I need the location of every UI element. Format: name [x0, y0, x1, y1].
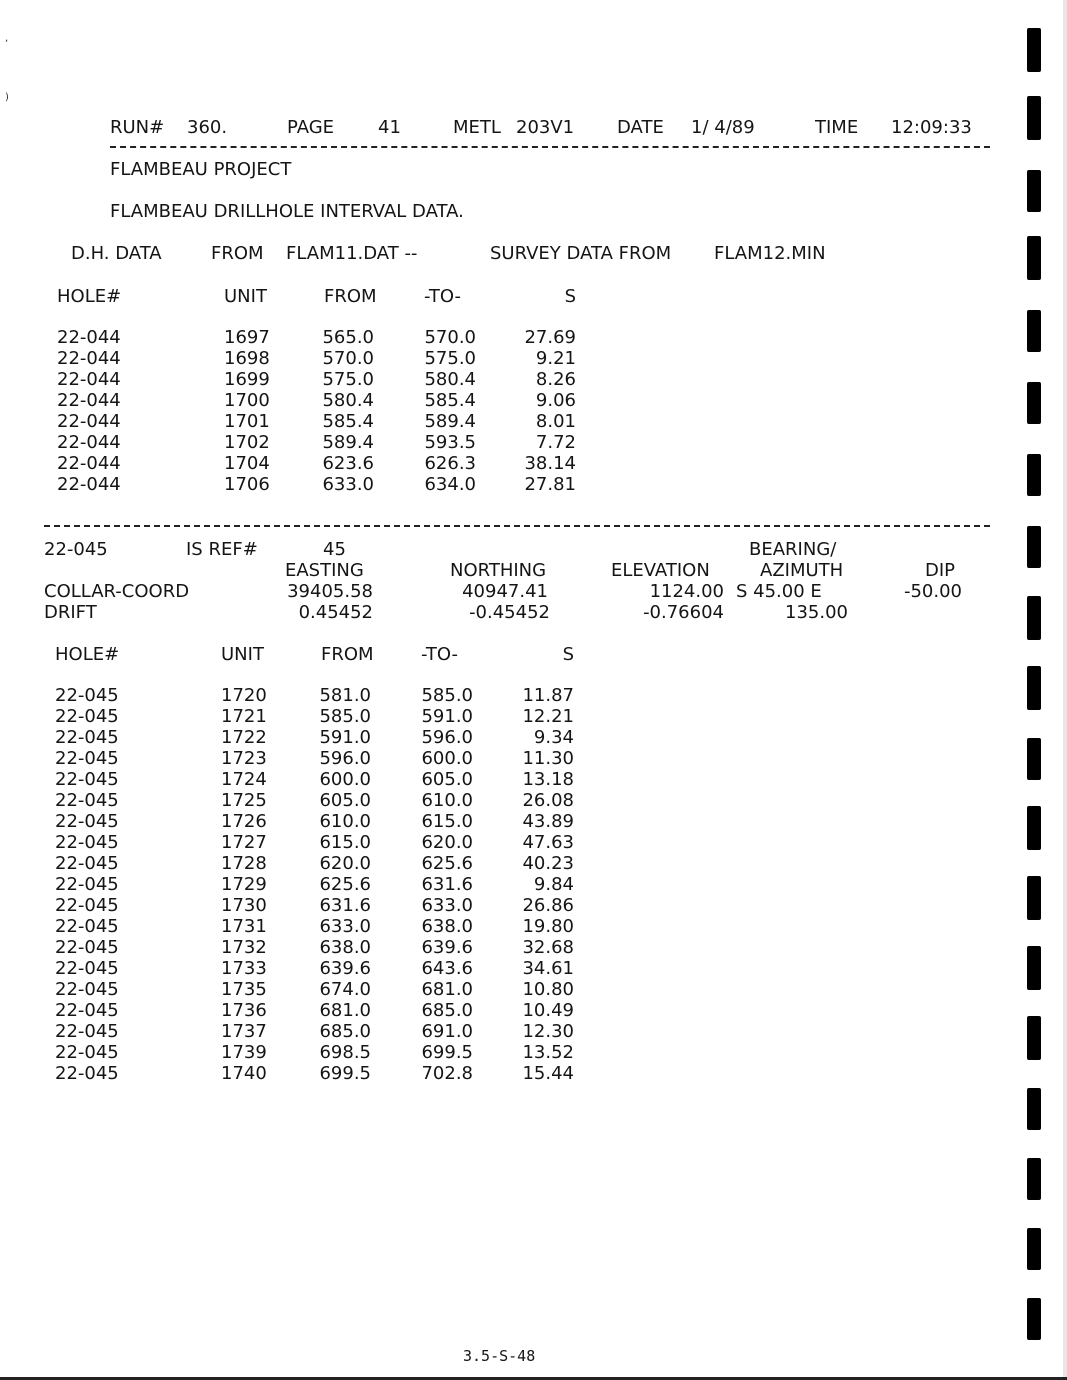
unit-cell: 1702: [224, 432, 270, 453]
s-cell: 27.81: [524, 474, 576, 495]
unit-cell: 1698: [224, 348, 270, 369]
from-cell: 600.0: [319, 769, 371, 790]
to-cell: 691.0: [421, 1021, 473, 1042]
s-cell: 12.30: [522, 1021, 574, 1042]
to-cell: 600.0: [421, 748, 473, 769]
registration-mark: [1027, 666, 1041, 710]
s-cell: 15.44: [522, 1063, 574, 1084]
unit-cell: 1727: [221, 832, 267, 853]
registration-mark: [1027, 946, 1041, 990]
from-cell: 585.4: [322, 411, 374, 432]
unit-cell: 1739: [221, 1042, 267, 1063]
to-cell: 643.6: [421, 958, 473, 979]
unit-cell: 1704: [224, 453, 270, 474]
to-cell: 570.0: [424, 327, 476, 348]
drift-azimuth: 135.00: [785, 602, 848, 623]
s-cell: 13.18: [522, 769, 574, 790]
unit-cell: 1731: [221, 916, 267, 937]
unit-cell: 1725: [221, 790, 267, 811]
registration-mark: [1027, 1016, 1041, 1060]
registration-mark: [1027, 596, 1041, 640]
col-hole: HOLE#: [57, 286, 122, 307]
scan-speck: ): [5, 92, 9, 103]
hole-cell: 22-045: [55, 1021, 119, 1042]
scan-speck: ,: [5, 33, 9, 44]
hole-cell: 22-044: [57, 432, 121, 453]
hole-cell: 22-045: [55, 727, 119, 748]
to-cell: 634.0: [424, 474, 476, 495]
from-cell: 565.0: [322, 327, 374, 348]
section-divider: [44, 525, 990, 527]
elevation-label: ELEVATION: [611, 560, 710, 581]
s-cell: 7.72: [535, 432, 576, 453]
s-cell: 43.89: [522, 811, 574, 832]
s-cell: 34.61: [522, 958, 574, 979]
unit-cell: 1723: [221, 748, 267, 769]
registration-mark: [1027, 806, 1041, 850]
hole-cell: 22-044: [57, 453, 121, 474]
s-cell: 9.06: [535, 390, 576, 411]
s-cell: 38.14: [524, 453, 576, 474]
registration-mark: [1027, 876, 1041, 920]
dh-data-label: D.H. DATA: [71, 243, 162, 264]
easting-label: EASTING: [285, 560, 364, 581]
registration-mark: [1027, 526, 1041, 568]
hole-cell: 22-045: [55, 790, 119, 811]
to-cell: 589.4: [424, 411, 476, 432]
to-cell: 620.0: [421, 832, 473, 853]
unit-cell: 1733: [221, 958, 267, 979]
from-cell: 633.0: [319, 916, 371, 937]
time-value: 12:09:33: [891, 117, 972, 138]
footer-page-code: 3.5-S-48: [463, 1347, 536, 1365]
drift-label: DRIFT: [44, 602, 97, 623]
from-cell: 638.0: [319, 937, 371, 958]
s-cell: 19.80: [522, 916, 574, 937]
to-cell: 575.0: [424, 348, 476, 369]
collar-elevation: 1124.00: [649, 581, 724, 602]
survey-label: SURVEY DATA FROM: [490, 243, 672, 264]
to-cell: 615.0: [421, 811, 473, 832]
s-cell: 40.23: [522, 853, 574, 874]
unit-cell: 1735: [221, 979, 267, 1000]
unit-cell: 1736: [221, 1000, 267, 1021]
to-cell: 699.5: [421, 1042, 473, 1063]
registration-mark: [1027, 1228, 1041, 1270]
collar-easting: 39405.58: [287, 581, 373, 602]
hole-cell: 22-045: [55, 769, 119, 790]
unit-cell: 1700: [224, 390, 270, 411]
col-from: FROM: [321, 644, 374, 665]
s-cell: 26.08: [522, 790, 574, 811]
from-cell: 681.0: [319, 1000, 371, 1021]
page-value: 41: [378, 117, 401, 138]
s-cell: 13.52: [522, 1042, 574, 1063]
hole-cell: 22-045: [55, 1063, 119, 1084]
drift-northing: -0.45452: [469, 602, 550, 623]
collar-azimuth: S 45.00 E: [736, 581, 822, 602]
s-cell: 27.69: [524, 327, 576, 348]
from-cell: 581.0: [319, 685, 371, 706]
registration-mark: [1027, 738, 1041, 780]
metl-label: METL: [453, 117, 501, 138]
s-cell: 11.30: [522, 748, 574, 769]
hole-cell: 22-045: [55, 979, 119, 1000]
from-cell: 685.0: [319, 1021, 371, 1042]
to-cell: 610.0: [421, 790, 473, 811]
drift-elevation: -0.76604: [643, 602, 724, 623]
from-cell: 639.6: [319, 958, 371, 979]
s-cell: 10.80: [522, 979, 574, 1000]
unit-cell: 1697: [224, 327, 270, 348]
from-cell: 575.0: [322, 369, 374, 390]
unit-cell: 1720: [221, 685, 267, 706]
col-hole: HOLE#: [55, 644, 120, 665]
hole-cell: 22-045: [55, 706, 119, 727]
registration-mark: [1027, 382, 1041, 424]
unit-cell: 1724: [221, 769, 267, 790]
from-cell: 570.0: [322, 348, 374, 369]
date-value: 1/ 4/89: [691, 117, 755, 138]
unit-cell: 1701: [224, 411, 270, 432]
from-cell: 625.6: [319, 874, 371, 895]
ref-value: 45: [323, 539, 346, 560]
project-title: FLAMBEAU PROJECT: [110, 159, 292, 180]
hole-cell: 22-045: [55, 685, 119, 706]
unit-cell: 1730: [221, 895, 267, 916]
registration-mark: [1027, 96, 1041, 140]
hole-cell: 22-045: [55, 895, 119, 916]
collar-northing: 40947.41: [462, 581, 548, 602]
hole-cell: 22-044: [57, 411, 121, 432]
s-cell: 10.49: [522, 1000, 574, 1021]
s-cell: 9.21: [535, 348, 576, 369]
hole-cell: 22-045: [55, 958, 119, 979]
azimuth-label: AZIMUTH: [760, 560, 844, 581]
unit-cell: 1740: [221, 1063, 267, 1084]
from-cell: 605.0: [319, 790, 371, 811]
header-divider: [110, 146, 990, 148]
registration-mark: [1027, 1298, 1041, 1340]
hole-cell: 22-044: [57, 474, 121, 495]
report-title: FLAMBEAU DRILLHOLE INTERVAL DATA.: [110, 201, 464, 222]
hole-id: 22-045: [44, 539, 108, 560]
to-cell: 633.0: [421, 895, 473, 916]
unit-cell: 1722: [221, 727, 267, 748]
registration-mark: [1027, 454, 1041, 496]
col-unit: UNIT: [224, 286, 267, 307]
s-cell: 32.68: [522, 937, 574, 958]
from-cell: 674.0: [319, 979, 371, 1000]
s-cell: 47.63: [522, 832, 574, 853]
to-cell: 580.4: [424, 369, 476, 390]
unit-cell: 1728: [221, 853, 267, 874]
from-label: FROM: [211, 243, 264, 264]
from-cell: 615.0: [319, 832, 371, 853]
unit-cell: 1737: [221, 1021, 267, 1042]
hole-cell: 22-045: [55, 937, 119, 958]
unit-cell: 1729: [221, 874, 267, 895]
col-from: FROM: [324, 286, 377, 307]
registration-mark: [1027, 236, 1041, 280]
to-cell: 591.0: [421, 706, 473, 727]
to-cell: 638.0: [421, 916, 473, 937]
page-right-edge: [1063, 0, 1067, 1380]
from-cell: 596.0: [319, 748, 371, 769]
dh-file: FLAM11.DAT --: [286, 243, 418, 264]
survey-file: FLAM12.MIN: [714, 243, 826, 264]
registration-mark: [1027, 28, 1041, 72]
registration-mark: [1027, 170, 1041, 212]
from-cell: 699.5: [319, 1063, 371, 1084]
drift-easting: 0.45452: [298, 602, 373, 623]
from-cell: 585.0: [319, 706, 371, 727]
collar-label: COLLAR-COORD: [44, 581, 190, 602]
from-cell: 623.6: [322, 453, 374, 474]
from-cell: 610.0: [319, 811, 371, 832]
to-cell: 596.0: [421, 727, 473, 748]
dip-label: DIP: [925, 560, 956, 581]
page-label: PAGE: [287, 117, 335, 138]
s-cell: 9.34: [533, 727, 574, 748]
hole-cell: 22-045: [55, 874, 119, 895]
hole-cell: 22-044: [57, 390, 121, 411]
s-cell: 8.26: [535, 369, 576, 390]
hole-cell: 22-045: [55, 853, 119, 874]
s-cell: 11.87: [522, 685, 574, 706]
s-cell: 9.84: [533, 874, 574, 895]
metl-value: 203V1: [516, 117, 575, 138]
hole-cell: 22-045: [55, 811, 119, 832]
hole-cell: 22-045: [55, 832, 119, 853]
northing-label: NORTHING: [450, 560, 547, 581]
registration-mark: [1027, 1158, 1041, 1200]
col-unit: UNIT: [221, 644, 264, 665]
unit-cell: 1706: [224, 474, 270, 495]
registration-mark: [1027, 1088, 1041, 1130]
ref-label: IS REF#: [186, 539, 258, 560]
col-s: S: [562, 644, 574, 665]
from-cell: 589.4: [322, 432, 374, 453]
unit-cell: 1726: [221, 811, 267, 832]
to-cell: 639.6: [421, 937, 473, 958]
unit-cell: 1721: [221, 706, 267, 727]
hole-cell: 22-045: [55, 1042, 119, 1063]
from-cell: 580.4: [322, 390, 374, 411]
hole-cell: 22-044: [57, 369, 121, 390]
hole-cell: 22-044: [57, 327, 121, 348]
to-cell: 626.3: [424, 453, 476, 474]
registration-mark: [1027, 310, 1041, 352]
to-cell: 605.0: [421, 769, 473, 790]
unit-cell: 1732: [221, 937, 267, 958]
to-cell: 702.8: [421, 1063, 473, 1084]
to-cell: 585.4: [424, 390, 476, 411]
to-cell: 685.0: [421, 1000, 473, 1021]
unit-cell: 1699: [224, 369, 270, 390]
hole-cell: 22-045: [55, 916, 119, 937]
bearing-label: BEARING/: [749, 539, 837, 560]
col-to: -TO-: [424, 286, 462, 307]
run-value: 360.: [187, 117, 228, 138]
time-label: TIME: [815, 117, 859, 138]
to-cell: 593.5: [424, 432, 476, 453]
from-cell: 591.0: [319, 727, 371, 748]
date-label: DATE: [617, 117, 664, 138]
hole-cell: 22-044: [57, 348, 121, 369]
to-cell: 631.6: [421, 874, 473, 895]
s-cell: 26.86: [522, 895, 574, 916]
hole-cell: 22-045: [55, 1000, 119, 1021]
from-cell: 631.6: [319, 895, 371, 916]
collar-dip: -50.00: [903, 581, 962, 602]
to-cell: 585.0: [421, 685, 473, 706]
col-to: -TO-: [421, 644, 459, 665]
to-cell: 681.0: [421, 979, 473, 1000]
from-cell: 633.0: [322, 474, 374, 495]
from-cell: 620.0: [319, 853, 371, 874]
col-s: S: [564, 286, 576, 307]
to-cell: 625.6: [421, 853, 473, 874]
from-cell: 698.5: [319, 1042, 371, 1063]
s-cell: 8.01: [535, 411, 576, 432]
hole-cell: 22-045: [55, 748, 119, 769]
run-label: RUN#: [110, 117, 165, 138]
s-cell: 12.21: [522, 706, 574, 727]
